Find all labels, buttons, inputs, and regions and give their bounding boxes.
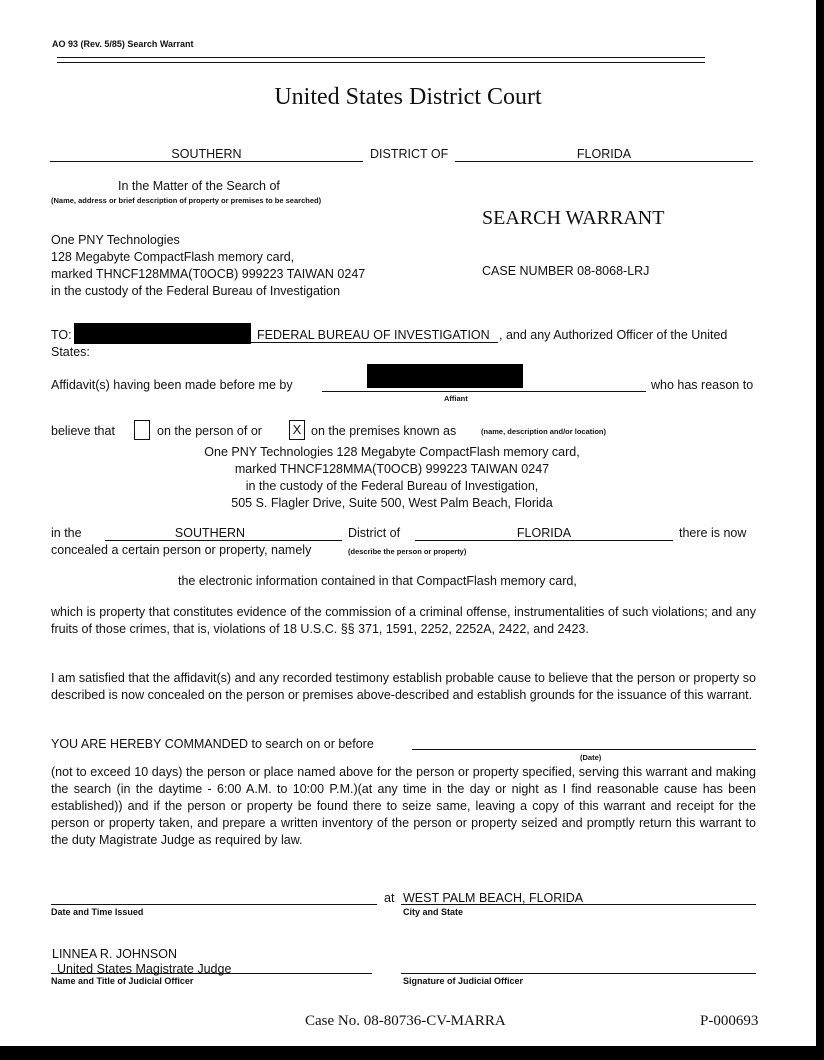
commanded-lead: YOU ARE HEREBY COMMANDED to search on or before <box>51 737 374 751</box>
property-description: the electronic information contained in that CompactFlash memory card, <box>178 574 577 588</box>
to-prefix: TO: <box>51 328 72 342</box>
scan-edge-bottom <box>0 1046 824 1060</box>
signature-line <box>401 973 756 974</box>
matter-heading: In the Matter of the Search of <box>118 179 280 193</box>
redaction-box <box>74 323 251 344</box>
in-the-tail: there is now <box>679 526 747 540</box>
affiant-label: Affiant <box>444 394 468 403</box>
judge-title: United States Magistrate Judge <box>57 962 232 976</box>
district-state-line <box>455 161 753 162</box>
to-agency: FEDERAL BUREAU OF INVESTIGATION <box>257 328 490 342</box>
commanded-paragraph: (not to exceed 10 days) the person or place named above for the person or property specified, serving this warrant and making the search (in the daytime - 6:00 A.M. to 10:00 P.M.)(at any time in the day or night as I find reasonable cause has been established)) and if the person or property be found there to seize same, leaving a copy of this warrant and receipt for the person or property taken, and prepare a written inventory of the person or property seized and promptly return this warrant to the duty Magistrate Judge as required by law. <box>51 765 756 847</box>
premises-line: in the custody of the Federal Bureau of Investigation, <box>245 479 539 493</box>
matter-subheading: (Name, address or brief description of property or premises to be searched) <box>51 196 322 205</box>
header-rule <box>57 57 705 63</box>
district-state: FLORIDA <box>576 147 632 161</box>
premises-note: (name, description and/or location) <box>481 427 607 436</box>
believe-prefix: believe that <box>51 424 115 438</box>
concealed-text: concealed a certain person or property, namely <box>51 543 312 557</box>
date-label: (Date) <box>580 753 602 762</box>
evidence-paragraph: which is property that constitutes evidence of the commission of a criminal offense, instrumentalities of such violations; and any fruits of those crimes, that is, violations of 18 U.S.C. §§ 371, 1591, 2252, 2252A, 2422, and 2423. <box>51 605 756 636</box>
signature-label: Signature of Judicial Officer <box>403 976 524 986</box>
at-label: at <box>384 891 395 905</box>
person-checkbox[interactable] <box>134 420 150 440</box>
doc-title: SEARCH WARRANT <box>482 207 665 229</box>
matter-description <box>51 232 365 300</box>
judge-name: LINNEA R. JOHNSON <box>52 947 178 961</box>
premises-line: marked THNCF128MMA(T0OCB) 999223 TAIWAN 0247 <box>234 462 550 476</box>
matter-line: in the custody of the Federal Bureau of Investigation <box>51 284 341 298</box>
date-line <box>412 749 756 750</box>
affidavit-tail: who has reason to <box>651 378 754 392</box>
matter-line: 128 Megabyte CompactFlash memory card, <box>51 250 295 264</box>
affidavit-text: Affidavit(s) having been made before me by <box>51 378 293 392</box>
date-issued-line <box>51 904 377 905</box>
district-label: DISTRICT OF <box>370 147 449 161</box>
to-continuation: States: <box>51 345 90 359</box>
premises-option-label: on the premises known as <box>311 424 457 438</box>
date-issued-label: Date and Time Issued <box>51 907 144 917</box>
case-number: CASE NUMBER 08-8068-LRJ <box>482 264 650 278</box>
redaction-box <box>367 364 523 388</box>
premises-line: 505 S. Flagler Drive, Suite 500, West Palm Beach, Florida <box>231 496 553 510</box>
matter-line: One PNY Technologies <box>51 233 180 247</box>
judge-line <box>51 973 372 974</box>
in-the-state-line <box>415 540 673 541</box>
in-the-state: FLORIDA <box>516 526 572 540</box>
scan-edge-right <box>816 0 824 1060</box>
in-the-region-line <box>105 540 342 541</box>
satisfied-paragraph: I am satisfied that the affidavit(s) and any recorded testimony establish probable cause to believe that the person or property so described is now concealed on the person or premises above-described and establish grounds for the issuance of this warrant. <box>51 671 756 702</box>
in-the-prefix: in the <box>51 526 82 540</box>
agency-line <box>251 342 498 343</box>
form-id: AO 93 (Rev. 5/85) Search Warrant <box>52 39 194 49</box>
court-title: United States District Court <box>274 84 542 110</box>
judge-label: Name and Title of Judicial Officer <box>51 976 194 986</box>
person-option-label: on the person of or <box>157 424 262 438</box>
premises-description <box>0 444 784 512</box>
district-region: SOUTHERN <box>171 147 242 161</box>
city-value: WEST PALM BEACH, FLORIDA <box>403 891 584 905</box>
district-region-line <box>50 161 363 162</box>
footer-case-number: Case No. 08-80736-CV-MARRA <box>305 1013 506 1029</box>
in-the-region: SOUTHERN <box>174 526 246 540</box>
premises-checkbox[interactable]: X <box>289 420 305 440</box>
footer-page-number: P-000693 <box>700 1013 759 1029</box>
to-suffix: , and any Authorized Officer of the United <box>499 328 728 342</box>
affiant-line <box>322 391 646 392</box>
city-label: City and State <box>403 907 464 917</box>
concealed-note: (describe the person or property) <box>348 547 467 556</box>
matter-line: marked THNCF128MMA(T0OCB) 999223 TAIWAN 0247 <box>51 267 366 281</box>
in-the-district-label: District of <box>348 526 401 540</box>
premises-line: One PNY Technologies 128 Megabyte CompactFlash memory card, <box>204 445 580 459</box>
